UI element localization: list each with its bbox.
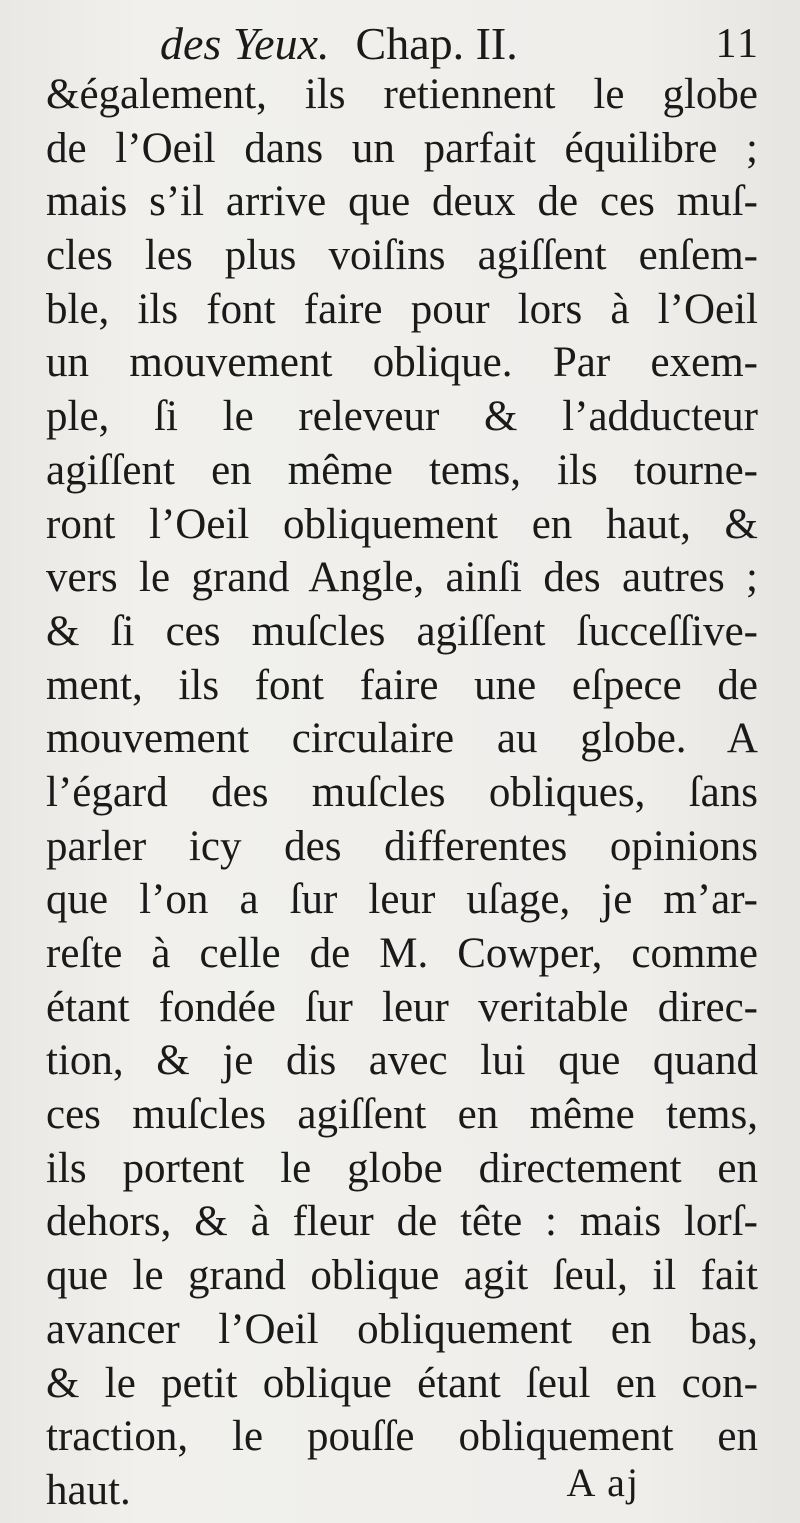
text-line: ils portent le globe directement en <box>46 1144 758 1192</box>
text-line: haut. <box>46 1466 131 1514</box>
text-line: cles les plus voiſins agiſſent enſem- <box>46 232 758 280</box>
running-title: des Yeux. <box>160 18 330 69</box>
text-line: l’égard des muſcles obliques, ſans <box>46 768 758 816</box>
text-line: un mouvement oblique. Par exem- <box>46 339 758 387</box>
chapter-label: Chap. II. <box>355 18 518 69</box>
text-line: & ſi ces muſcles agiſſent ſucceſſive- <box>46 607 758 655</box>
text-line: que le grand oblique agit ſeul, il fait <box>46 1252 758 1300</box>
text-line: vers le grand Angle, ainſi des autres ; <box>46 554 758 602</box>
text-line: reſte à celle de M. Cowper, comme <box>46 930 758 977</box>
body-text <box>46 68 758 1518</box>
text-line: de l’Oeil dans un parfait équilibre ; <box>46 124 758 172</box>
text-line: dehors, & à fleur de tête : mais lorſ- <box>46 1198 758 1246</box>
text-line: que l’on a ſur leur uſage, je m’ar- <box>46 876 758 924</box>
text-line: ble, ils font faire pour lors à l’Oeil <box>46 285 758 333</box>
text-line: parler icy des differentes opinions <box>46 822 758 870</box>
text-line: ment, ils font faire une eſpece de <box>46 661 758 709</box>
text-line: &également, ils retiennent le globe <box>46 71 758 118</box>
text-line: & le petit oblique étant ſeul en con- <box>46 1359 758 1407</box>
page-header <box>0 14 800 74</box>
text-line: ces muſcles agiſſent en même tems, <box>46 1091 758 1139</box>
text-line: mais s’il arrive que deux de ces muſ- <box>46 178 758 226</box>
text-line: mouvement circulaire au globe. A <box>46 715 758 763</box>
text-line: traction, le pouſſe obliquement en <box>46 1413 758 1461</box>
text-line: étant fondée ſur leur veritable direc- <box>46 983 758 1031</box>
text-line: ple, ſi le releveur & l’adducteur <box>46 393 758 441</box>
text-line: ront l’Oeil obliquement en haut, & <box>46 500 758 548</box>
running-head <box>160 14 518 74</box>
text-line: avancer l’Oeil obliquement en bas, <box>46 1305 758 1353</box>
catchword: A aj <box>566 1460 640 1505</box>
page-number: 11 <box>715 21 760 67</box>
text-line: agiſſent en même tems, ils tourne- <box>46 446 758 494</box>
text-line: tion, & je dis avec lui que quand <box>46 1037 758 1085</box>
